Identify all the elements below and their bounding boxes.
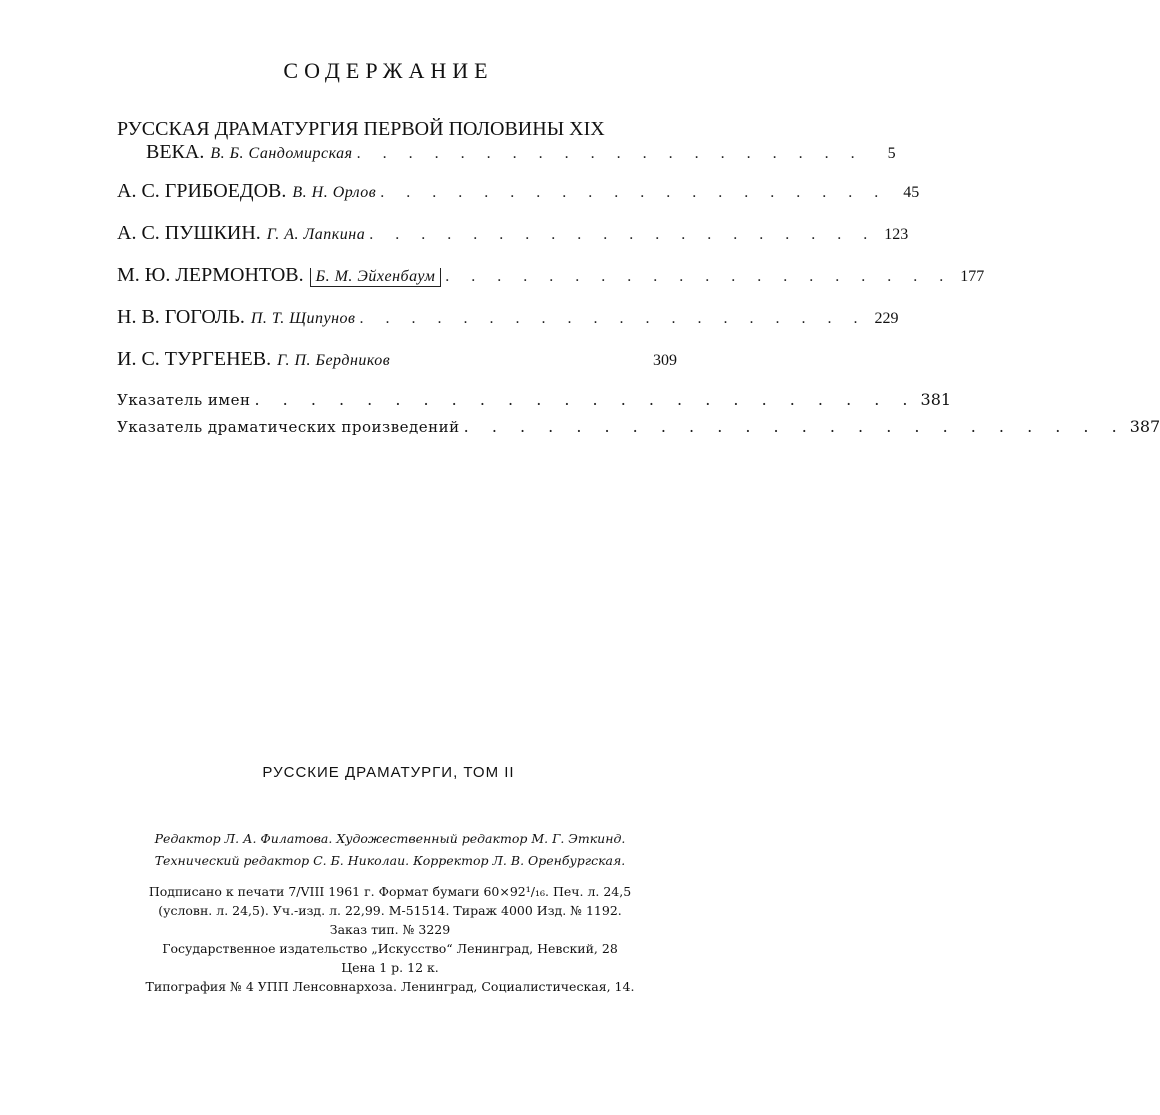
index-list bbox=[117, 390, 1160, 436]
toc-entry-author: В. Б. Сандомирская bbox=[210, 145, 353, 162]
toc-entry bbox=[117, 348, 677, 371]
index-entry-page: 387 bbox=[1129, 417, 1160, 436]
toc-entry-line bbox=[117, 141, 896, 164]
index-entry-page: 381 bbox=[920, 390, 952, 409]
toc-entry-title: РУССКАЯ ДРАМАТУРГИЯ ПЕРВОЙ ПОЛОВИНЫ XIX bbox=[117, 118, 605, 140]
toc-entry bbox=[117, 222, 909, 245]
toc-entry-page: 5 bbox=[887, 145, 896, 162]
index-entry-title: Указатель драматических произведений bbox=[117, 418, 460, 436]
leader-dots: . . . . . . . . . . . . . . . . . . . . . . . . bbox=[463, 417, 1126, 436]
toc-entry bbox=[117, 118, 896, 164]
imprint-print-info: Подписано к печати 7/VIII 1961 г. Формат бумаги 60×92¹/₁₆. Печ. л. 24,5 bbox=[148, 884, 632, 899]
index-entry-line bbox=[117, 417, 1160, 436]
toc-entry-line bbox=[117, 306, 899, 329]
table-of-contents bbox=[117, 118, 1160, 444]
toc-entry-title: Н. В. ГОГОЛЬ. bbox=[117, 306, 245, 328]
toc-entry-line bbox=[117, 264, 985, 287]
toc-entry-page: 177 bbox=[960, 268, 985, 285]
toc-entry-title: М. Ю. ЛЕРМОНТОВ. bbox=[117, 264, 304, 286]
imprint-printer: Типография № 4 УПП Ленсовнархоза. Ленинград, Социалистическая, 14. bbox=[145, 979, 635, 994]
toc-entry-title-cont: ВЕКА. bbox=[146, 141, 205, 163]
toc-entry-line bbox=[117, 348, 677, 371]
imprint-price: Цена 1 р. 12 к. bbox=[341, 960, 439, 975]
leader-dots: . . . . . . . . . . . . . . . . . . . . bbox=[369, 226, 877, 243]
toc-entry-page: 123 bbox=[884, 226, 909, 243]
toc-entry-author: В. Н. Орлов bbox=[292, 184, 377, 201]
imprint-print-info: (условн. л. 24,5). Уч.-изд. л. 22,99. М-51514. Тираж 4000 Изд. № 1192. bbox=[158, 903, 622, 918]
toc-entry-page: 229 bbox=[874, 310, 899, 327]
toc-entry-page: 45 bbox=[903, 184, 920, 201]
imprint-publisher: Государственное издательство „Искусство“ Ленинград, Невский, 28 bbox=[162, 941, 618, 956]
index-entry bbox=[117, 390, 952, 409]
index-entry bbox=[117, 417, 1160, 436]
toc-entry-author: П. Т. Щипунов bbox=[250, 310, 356, 327]
toc-entry-line bbox=[117, 180, 920, 203]
index-entry-title: Указатель имен bbox=[117, 391, 251, 409]
toc-entry-title: И. С. ТУРГЕНЕВ. bbox=[117, 348, 272, 370]
index-entry-line bbox=[117, 390, 952, 409]
toc-entry bbox=[117, 180, 920, 203]
leader-dots: . . . . . . . . . . . . . . . . . . . . bbox=[356, 145, 864, 162]
toc-entry-author: Б. М. Эйхенбаум bbox=[310, 268, 442, 287]
toc-entry-author: Г. А. Лапкина bbox=[266, 226, 366, 243]
imprint-editors: Технический редактор С. Б. Николаи. Корректор Л. В. Оренбургская. bbox=[154, 853, 626, 868]
toc-heading: СОДЕРЖАНИЕ bbox=[283, 58, 494, 83]
toc-entry-title: А. С. ПУШКИН. bbox=[117, 222, 261, 244]
toc-entry-line bbox=[117, 118, 677, 141]
series-title: РУССКИЕ ДРАМАТУРГИ, ТОМ II bbox=[262, 764, 515, 781]
toc-entry-title: А. С. ГРИБОЕДОВ. bbox=[117, 180, 287, 202]
imprint-editors: Редактор Л. А. Филатова. Художественный редактор М. Г. Эткинд. bbox=[154, 831, 626, 846]
leader-dots: . . . . . . . . . . . . . . . . . . . . bbox=[380, 184, 888, 201]
leader-dots: . . . . . . . . . . . . . . . . . . . . bbox=[445, 268, 953, 285]
toc-entry-author: Г. П. Бердников bbox=[277, 352, 391, 369]
toc-entry bbox=[117, 306, 899, 329]
toc-entry-line bbox=[117, 222, 909, 245]
leader-dots: . . . . . . . . . . . . . . . . . . . . . . . . bbox=[254, 390, 917, 409]
toc-entry-page: 309 bbox=[653, 352, 677, 369]
leader-dots: . . . . . . . . . . . . . . . . . . . . bbox=[359, 310, 867, 327]
toc-entry bbox=[117, 264, 985, 287]
imprint-print-info: Заказ тип. № 3229 bbox=[329, 922, 451, 937]
imprint-block bbox=[80, 828, 700, 996]
